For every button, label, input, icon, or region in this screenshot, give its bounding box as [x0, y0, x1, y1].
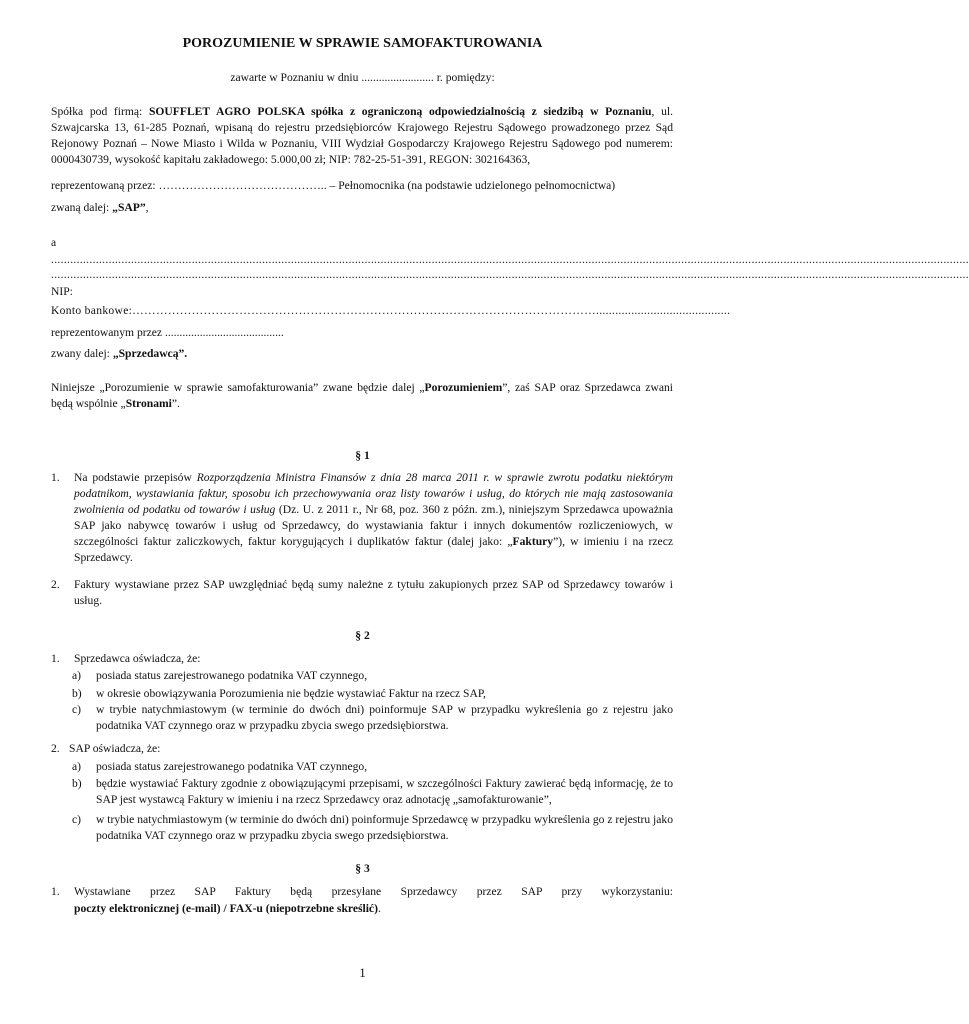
party2-nip: NIP: — [51, 285, 73, 298]
s2-p1-item-b-text: w okresie obowiązywania Porozumienia nie będzie wystawiać Faktur na rzecz SAP, — [96, 687, 486, 700]
s1-p1-text-a: Na podstawie przepisów — [74, 471, 197, 484]
s3-p1-bold: poczty elektronicznej (e-mail) / FAX-u (niepotrzebne skreślić) — [74, 902, 378, 915]
s2-p2-item-b-text: będzie wystawiać Faktury zgodnie z obowiązującymi przepisami, w szczególności Faktury zawierać będą informację, że to SAP jest wystawcą Faktury w imieniu i na rzecz Sprzedawcy oraz adnotację „samofakturowanie”, — [96, 777, 673, 806]
s2-p1-text: Sprzedawca oświadcza, że: — [74, 652, 201, 665]
s1-p2-number: 2. — [51, 578, 60, 591]
party2-dots-line-2: ............................................................................................................................................................................................................................................................................................... — [51, 268, 969, 281]
party2-dots-line-1: ............................................................................................................................................................................................................................................................................................... — [51, 253, 969, 266]
party2-called — [51, 346, 673, 362]
intro-bold-2: Stronami — [125, 397, 172, 410]
conjunction: a — [51, 236, 57, 249]
party1-paragraph — [51, 104, 673, 168]
intro-bold-1: Porozumieniem — [424, 381, 503, 394]
party1-details: , ul. Szwajcarska 13, 61-285 Poznań, wpisaną do rejestru przedsiębiorców Krajowego Rejestru Sądowego prowadzonego przez Sąd Rejonowy Poznań – Nowe Miasto i Wilda w Poznaniu, VIII Wydział Gospodarczy Krajowego Rejestru Sądowego pod numerem: 0000430739, wysokość kapitału zakładowego: 5.000,00 zł; NIP: 782-25-51-391, REGON: 302164363, — [51, 105, 673, 166]
s3-p1-continuation — [74, 901, 673, 917]
intro-text-3: ”. — [171, 397, 180, 410]
s2-p2-item-a-label: a) — [72, 760, 82, 773]
document-subtitle: zawarte w Poznaniu w dniu ......................... r. pomiędzy: — [230, 71, 495, 84]
intro-text-2: ”, zaś SAP oraz Sprzedawca zwani będą wspólnie „ — [51, 381, 673, 410]
party1-called — [51, 200, 673, 216]
s2-p2-number: 2. — [51, 742, 60, 755]
page-number: 1 — [359, 965, 366, 980]
s2-p2-item-c-text: w trybie natychmiastowym (w terminie do dwóch dni) poinformuje Sprzedawcę w przypadku wykreślenia go z rejestru jako podatnika VAT czynnego oraz w przypadku zbycia swego przedsiębiorstwa. — [96, 813, 673, 842]
party1-represented: reprezentowaną przez: …………………………………….. – Pełnomocnika (na podstawie udzielonego pełnomocnictwa) — [51, 179, 616, 192]
s1-p1-number: 1. — [51, 471, 60, 484]
s1-p1-text-b: (Dz. U. z 2011 r., Nr 68, poz. 360 z późn. zm.), niniejszym Sprzedawca upoważnia SAP jako nabywcę towarów i usług od Sprzedawcy, do wystawiania faktur i innych dokumentów rozliczeniowych, w szczególności faktur zaliczkowych, faktur korygujących i duplikatów faktur (dalej jako: „ — [74, 503, 674, 548]
s2-p2-text: SAP oświadcza, że: — [69, 742, 161, 755]
s1-p1-regulation: Rozporządzenia Ministra Finansów z dnia 28 marca 2011 r. w sprawie zwrotu podatku niektórym podatnikom, wystawiania faktur, sposobu ich przechowywania oraz listy towarów i usług, do których nie mają zastosowania zwolnienia od podatku od towarów i usług — [74, 471, 674, 516]
s2-p1-item-a-text: posiada status zarejestrowanego podatnika VAT czynnego, — [96, 669, 368, 682]
section-1-heading: § 1 — [355, 449, 370, 462]
intro-text-1: Niniejsze „Porozumienie w sprawie samofakturowania” zwane będzie dalej „ — [51, 381, 425, 394]
s2-p2-item-c-label: c) — [72, 813, 82, 826]
s2-p1-item-b-label: b) — [72, 687, 82, 700]
s2-p1-number: 1. — [51, 652, 60, 665]
party2-called-prefix: zwany dalej: — [51, 347, 113, 360]
s3-p1-number: 1. — [51, 885, 60, 898]
intro-paragraph — [51, 380, 673, 412]
party1-name: SOUFFLET AGRO POLSKA spółka z ograniczoną odpowiedzialnością z siedzibą w Poznaniu — [148, 105, 652, 118]
s1-p1-text — [74, 470, 673, 566]
s2-p2-item-a-text: posiada status zarejestrowanego podatnika VAT czynnego, — [96, 760, 368, 773]
party2-called-name: „Sprzedawcą”. — [112, 347, 188, 360]
section-2-heading: § 2 — [355, 629, 370, 642]
party1-called-prefix: zwaną dalej: — [51, 201, 113, 214]
s3-p1-end: . — [377, 902, 381, 915]
s2-p1-item-c-label: c) — [72, 703, 82, 716]
s2-p2-item-b-label: b) — [72, 777, 82, 790]
s1-p1-bold-term: Faktury — [512, 535, 554, 548]
party1-called-suffix: , — [145, 201, 149, 214]
s2-p1-item-a-label: a) — [72, 669, 82, 682]
party1-called-name: „SAP” — [112, 201, 146, 214]
party2-represented: reprezentowanym przez ......................................... — [51, 326, 284, 339]
s1-p1-text-c: ”), w imieniu i na rzecz Sprzedawcy. — [74, 535, 673, 564]
party1-prefix: Spółka pod firmą: — [51, 105, 149, 118]
party2-bank-account: Konto bankowe:……………………………………………………………………………………………………….......................................... — [51, 304, 731, 317]
s3-p1-text: Wystawiane przez SAP Faktury będą przesyłane Sprzedawcy przez SAP przy wykorzystaniu: — [74, 885, 673, 898]
s1-p2-text: Faktury wystawiane przez SAP uwzględniać będą sumy należne z tytułu zakupionych przez SAP od Sprzedawcy towarów i usług. — [74, 578, 673, 607]
section-3-heading: § 3 — [355, 862, 370, 875]
document-title: POROZUMIENIE W SPRAWIE SAMOFAKTUROWANIA — [182, 36, 543, 51]
s2-p1-item-c-text: w trybie natychmiastowym (w terminie do dwóch dni) poinformuje SAP w przypadku wykreślenia go z rejestru jako podatnika VAT czynnego oraz w przypadku zbycia swego przedsiębiorstwa. — [96, 703, 673, 732]
